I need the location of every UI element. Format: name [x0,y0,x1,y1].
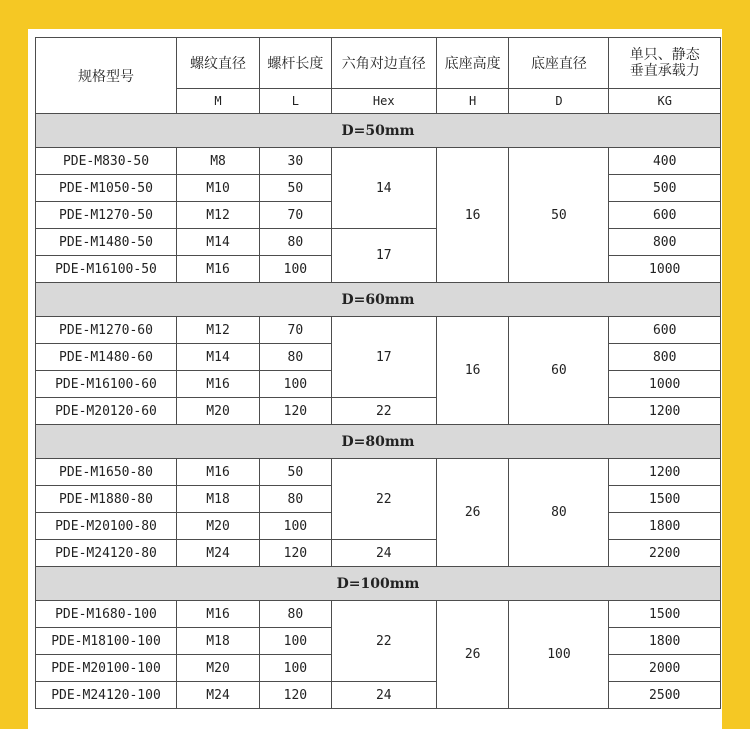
cell-hex: 17 [331,229,436,283]
cell-m: M12 [176,317,259,344]
cell-l: 100 [260,628,332,655]
cell-l: 120 [260,398,332,425]
section-title: D=60mm [36,283,721,317]
cell-model: PDE-M24120-80 [36,540,177,567]
cell-kg: 1800 [609,513,721,540]
cell-kg: 2500 [609,682,721,709]
unit-l: L [260,89,332,114]
header-base-height: 底座高度 [436,38,509,89]
cell-hex: 17 [331,317,436,398]
cell-model: PDE-M1480-50 [36,229,177,256]
cell-kg: 800 [609,229,721,256]
cell-model: PDE-M20100-100 [36,655,177,682]
cell-l: 70 [260,317,332,344]
cell-l: 80 [260,344,332,371]
unit-m: M [176,89,259,114]
cell-kg: 2200 [609,540,721,567]
cell-l: 100 [260,256,332,283]
table-row [36,229,721,256]
cell-m: M20 [176,655,259,682]
cell-hex: 22 [331,398,436,425]
cell-base-height: 16 [436,317,509,425]
cell-l: 100 [260,655,332,682]
cell-hex: 24 [331,540,436,567]
section-title: D=100mm [36,567,721,601]
table-row [36,317,721,344]
cell-base-height: 26 [436,601,509,709]
cell-m: M20 [176,513,259,540]
header-model: 规格型号 [36,38,177,114]
cell-l: 120 [260,682,332,709]
cell-l: 120 [260,540,332,567]
header-load-line2: 垂直承载力 [629,63,700,79]
cell-hex: 22 [331,459,436,540]
section-title: D=50mm [36,114,721,148]
cell-m: M24 [176,540,259,567]
cell-m: M18 [176,628,259,655]
cell-model: PDE-M20100-80 [36,513,177,540]
cell-model: PDE-M1480-60 [36,344,177,371]
unit-d: D [509,89,609,114]
header-row [36,38,721,89]
cell-base-height: 16 [436,148,509,283]
cell-m: M24 [176,682,259,709]
cell-kg: 1000 [609,256,721,283]
header-thread-diameter: 螺纹直径 [176,38,259,89]
cell-model: PDE-M16100-60 [36,371,177,398]
cell-m: M12 [176,202,259,229]
cell-base-diameter: 100 [509,601,609,709]
table-row [36,398,721,425]
cell-l: 70 [260,202,332,229]
cell-m: M16 [176,256,259,283]
table-row [36,682,721,709]
cell-hex: 22 [331,601,436,682]
cell-model: PDE-M1270-60 [36,317,177,344]
cell-model: PDE-M20120-60 [36,398,177,425]
cell-base-diameter: 60 [509,317,609,425]
cell-kg: 1500 [609,486,721,513]
section-header [36,425,721,459]
cell-model: PDE-M24120-100 [36,682,177,709]
cell-l: 50 [260,175,332,202]
cell-kg: 500 [609,175,721,202]
cell-l: 80 [260,229,332,256]
unit-h: H [436,89,509,114]
cell-m: M14 [176,344,259,371]
cell-m: M10 [176,175,259,202]
cell-l: 50 [260,459,332,486]
cell-kg: 1200 [609,459,721,486]
cell-l: 100 [260,513,332,540]
header-load [609,38,721,89]
table-row [36,540,721,567]
cell-model: PDE-M1270-50 [36,202,177,229]
cell-l: 80 [260,601,332,628]
table-row [36,601,721,628]
unit-hex: Hex [331,89,436,114]
cell-m: M16 [176,459,259,486]
section-header [36,114,721,148]
cell-hex: 14 [331,148,436,229]
cell-m: M18 [176,486,259,513]
cell-kg: 1800 [609,628,721,655]
spec-sheet [28,29,722,729]
cell-model: PDE-M1650-80 [36,459,177,486]
cell-m: M20 [176,398,259,425]
cell-kg: 600 [609,202,721,229]
section-header [36,283,721,317]
spec-table [35,37,721,709]
cell-l: 30 [260,148,332,175]
cell-kg: 2000 [609,655,721,682]
cell-m: M16 [176,371,259,398]
section-title: D=80mm [36,425,721,459]
header-load-line1: 单只、静态 [629,47,700,63]
cell-l: 80 [260,486,332,513]
cell-kg: 800 [609,344,721,371]
cell-model: PDE-M18100-100 [36,628,177,655]
cell-hex: 24 [331,682,436,709]
cell-model: PDE-M16100-50 [36,256,177,283]
cell-l: 100 [260,371,332,398]
cell-model: PDE-M1880-80 [36,486,177,513]
cell-base-diameter: 80 [509,459,609,567]
cell-kg: 1200 [609,398,721,425]
cell-m: M8 [176,148,259,175]
cell-m: M16 [176,601,259,628]
cell-kg: 1000 [609,371,721,398]
table-row [36,148,721,175]
table-row [36,459,721,486]
header-hex: 六角对边直径 [331,38,436,89]
cell-model: PDE-M830-50 [36,148,177,175]
cell-kg: 1500 [609,601,721,628]
unit-kg: KG [609,89,721,114]
cell-base-diameter: 50 [509,148,609,283]
cell-kg: 600 [609,317,721,344]
cell-kg: 400 [609,148,721,175]
cell-model: PDE-M1680-100 [36,601,177,628]
header-base-diameter: 底座直径 [509,38,609,89]
cell-m: M14 [176,229,259,256]
section-header [36,567,721,601]
header-rod-length: 螺杆长度 [260,38,332,89]
cell-model: PDE-M1050-50 [36,175,177,202]
cell-base-height: 26 [436,459,509,567]
